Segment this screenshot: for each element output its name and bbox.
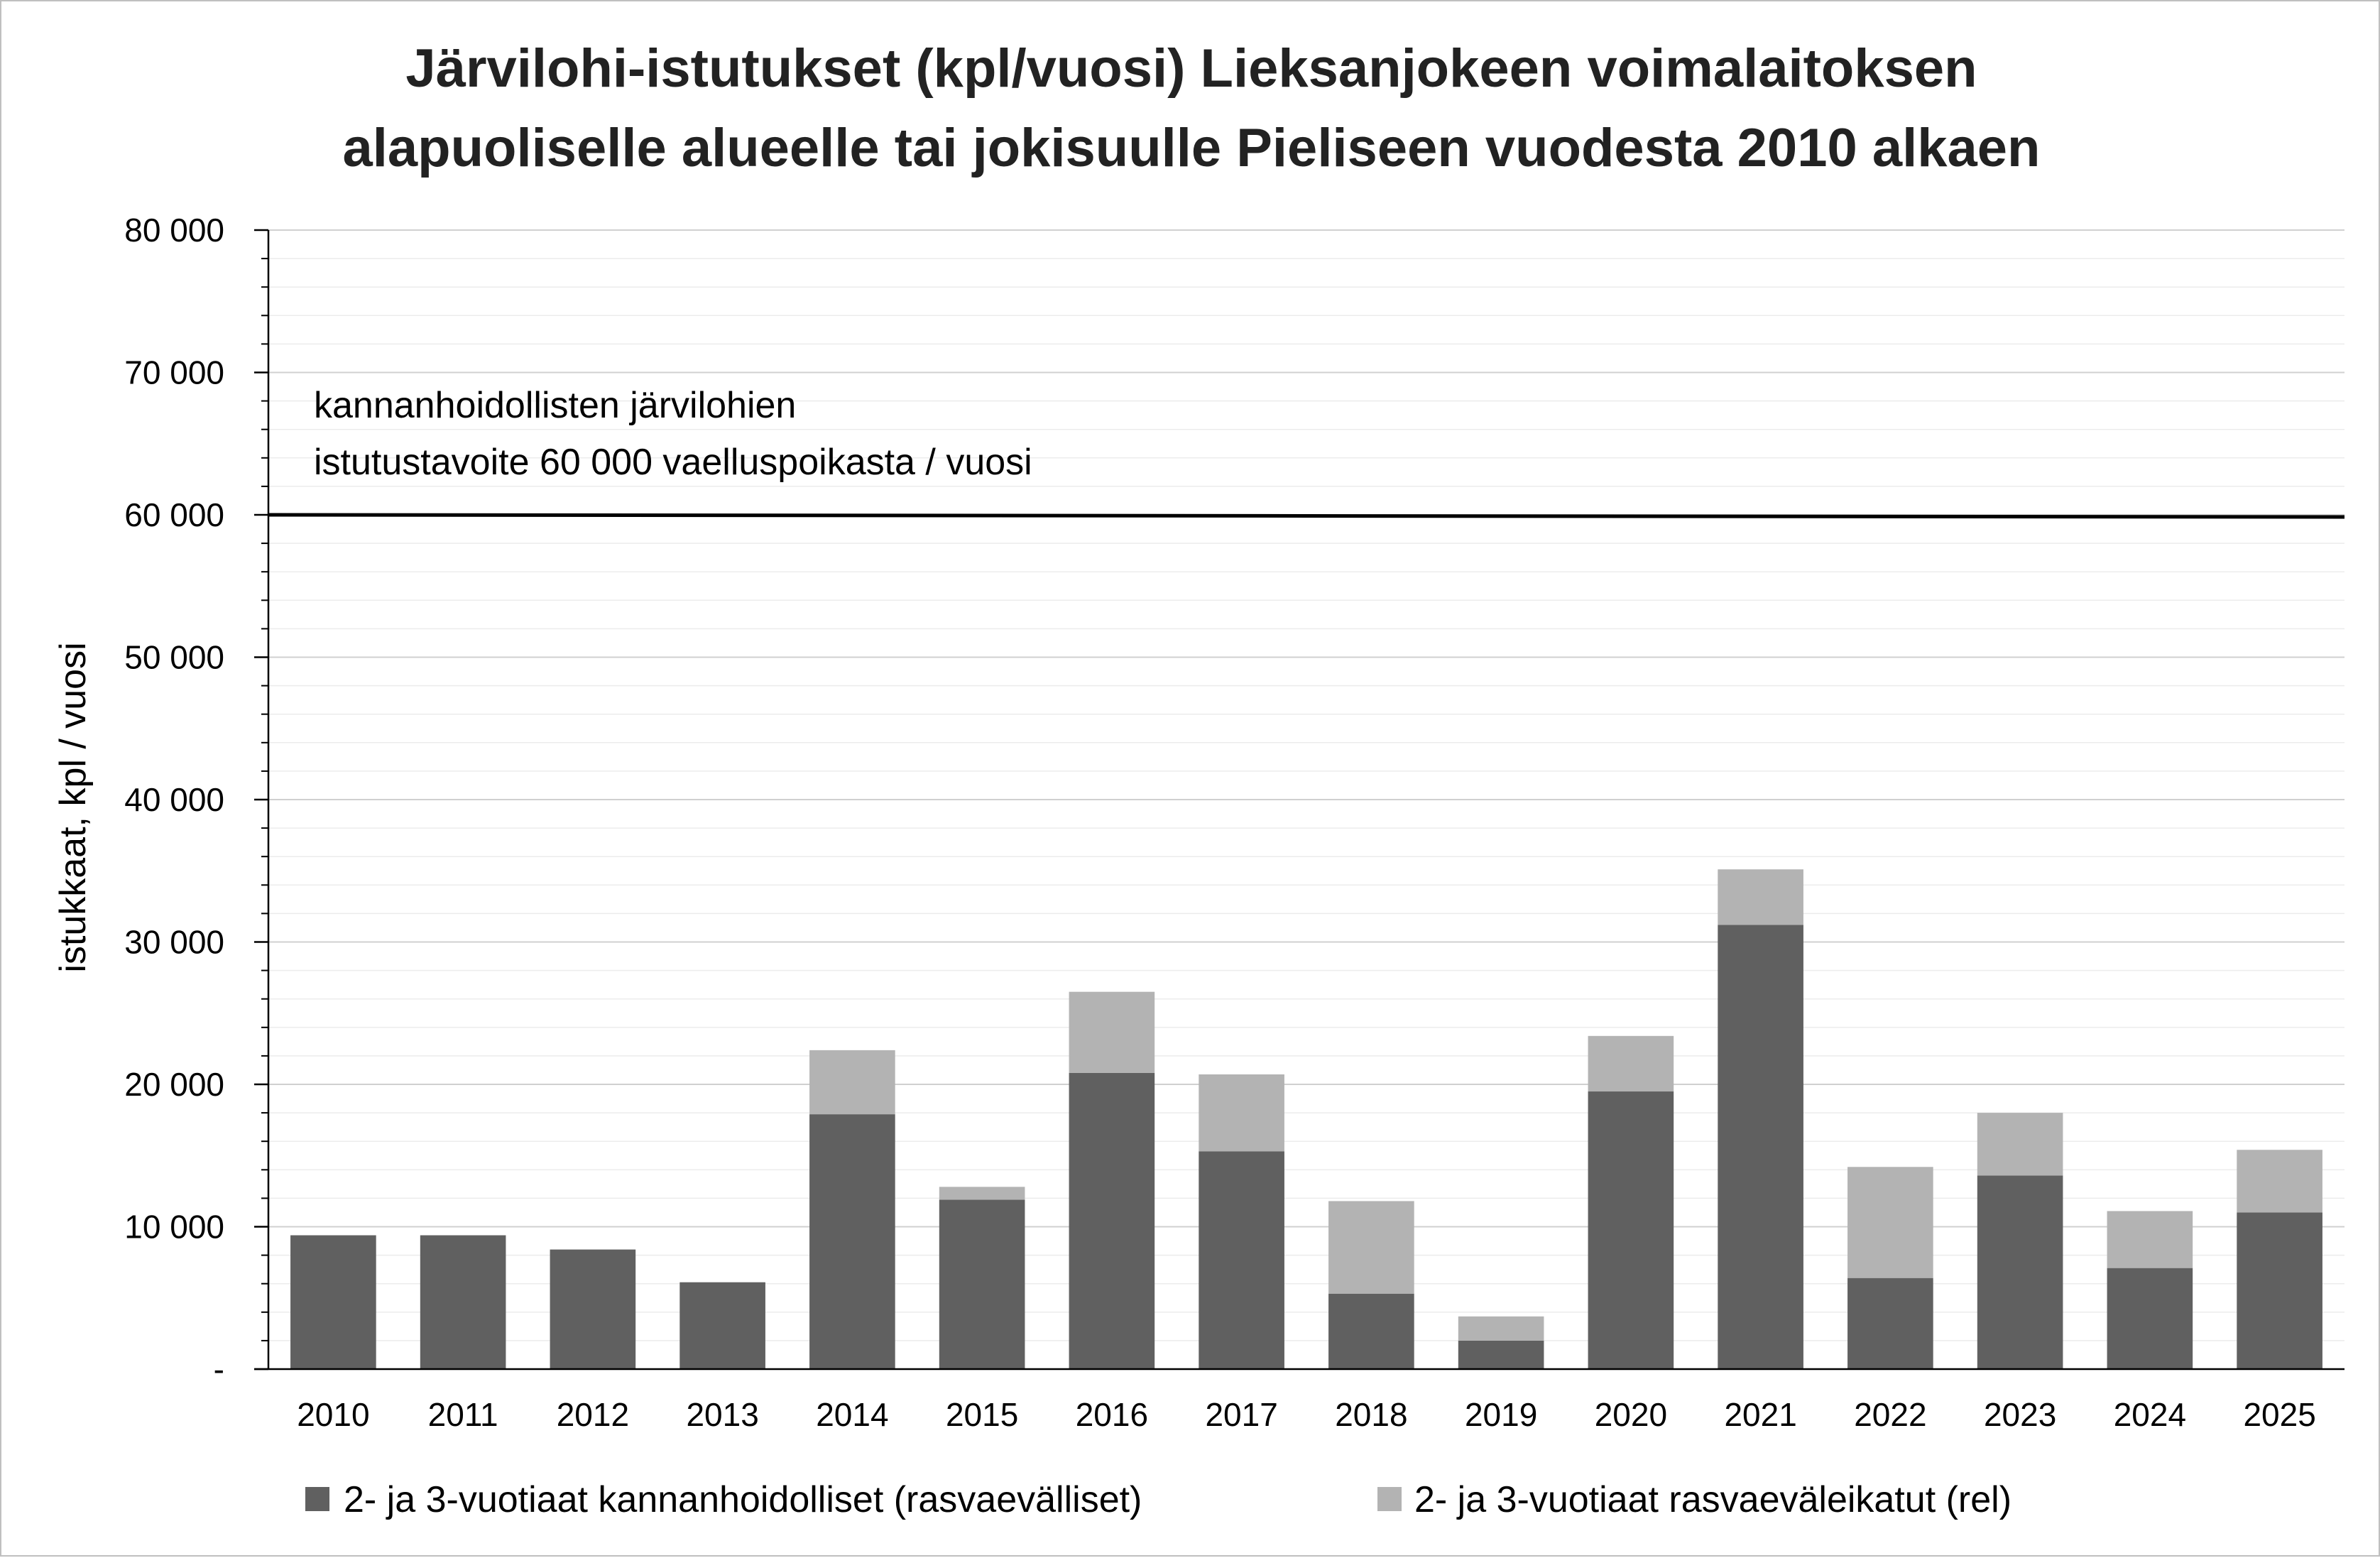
x-tick-label-2025: 2025 <box>2243 1396 2316 1433</box>
y-tick-label-0: - <box>213 1351 224 1388</box>
legend-swatch-rasvaeväleikatut <box>1377 1487 1402 1511</box>
y-axis-title: istukkaat, kpl / vuosi <box>53 642 94 973</box>
legend-label-rasvaeväleikatut: 2- ja 3-vuotiaat rasvaeväleikatut (rel) <box>1414 1479 2012 1520</box>
bar-2017-series-1 <box>1199 1151 1284 1369</box>
x-tick-label-2021: 2021 <box>1724 1396 1797 1433</box>
x-tick-label-2017: 2017 <box>1205 1396 1278 1433</box>
bar-2017-series-2 <box>1199 1074 1284 1151</box>
legend <box>305 1479 2011 1520</box>
x-tick-label-2024: 2024 <box>2113 1396 2187 1433</box>
bar-2010-series-1 <box>290 1236 376 1369</box>
legend-swatch-kannanhoidolliset <box>305 1487 329 1511</box>
x-tick-label-2022: 2022 <box>1854 1396 1927 1433</box>
y-tick-label-60000: 60 000 <box>124 496 224 533</box>
bar-2024-series-2 <box>2107 1211 2193 1268</box>
bar-2011-series-1 <box>420 1236 506 1369</box>
bar-2025-series-1 <box>2237 1212 2322 1369</box>
bar-2014-series-1 <box>809 1114 895 1369</box>
bar-2012-series-1 <box>550 1250 636 1369</box>
x-tick-label-2013: 2013 <box>686 1396 759 1433</box>
bar-2018-series-1 <box>1328 1294 1414 1369</box>
chart <box>1 1 2380 1558</box>
y-tick-label-50000: 50 000 <box>124 638 224 676</box>
reference-line-group <box>268 385 2344 517</box>
y-tick-label-10000: 10 000 <box>124 1208 224 1246</box>
x-tick-label-2018: 2018 <box>1335 1396 1408 1433</box>
bar-2020-series-2 <box>1588 1036 1674 1091</box>
bar-2023-series-2 <box>1977 1113 2063 1175</box>
legend-label-kannanhoidolliset: 2- ja 3-vuotiaat kannanhoidolliset (rasvaevälliset) <box>344 1479 1142 1520</box>
x-tick-label-2011: 2011 <box>427 1396 498 1433</box>
reference-line-label-2: istutustavoite 60 000 vaelluspoikasta / vuosi <box>314 442 1032 483</box>
bar-2018-series-2 <box>1328 1201 1414 1293</box>
x-tick-label-2019: 2019 <box>1464 1396 1538 1433</box>
bar-2022-series-1 <box>1847 1278 1933 1369</box>
y-tick-label-30000: 30 000 <box>124 923 224 961</box>
x-tick-label-2015: 2015 <box>945 1396 1019 1433</box>
bar-2016-series-1 <box>1069 1073 1155 1369</box>
bar-2019-series-2 <box>1458 1317 1544 1341</box>
bar-2021-series-1 <box>1718 925 1803 1369</box>
bar-2020-series-1 <box>1588 1091 1674 1369</box>
bar-2015-series-1 <box>939 1199 1025 1369</box>
y-tick-label-70000: 70 000 <box>124 354 224 391</box>
reference-line-label-1: kannanhoidollisten järvilohien <box>314 385 797 426</box>
y-tick-label-20000: 20 000 <box>124 1066 224 1103</box>
bar-2019-series-1 <box>1458 1341 1544 1369</box>
bar-2014-series-2 <box>809 1050 895 1114</box>
x-tick-label-2020: 2020 <box>1594 1396 1668 1433</box>
bar-2016-series-2 <box>1069 992 1155 1073</box>
bar-2015-series-2 <box>939 1187 1025 1199</box>
bar-2013-series-1 <box>679 1282 765 1369</box>
chart-title-line-2: alapuoliselle alueelle tai jokisuulle Pieliseen vuodesta 2010 alkaen <box>342 118 2041 178</box>
bars <box>290 869 2322 1369</box>
x-tick-label-2014: 2014 <box>816 1396 889 1433</box>
chart-title-line-1: Järvilohi-istutukset (kpl/vuosi) Lieksanjokeen voimalaitoksen <box>405 38 1977 99</box>
chart-title <box>343 38 2041 178</box>
x-tick-label-2016: 2016 <box>1075 1396 1149 1433</box>
x-tick-label-2023: 2023 <box>1983 1396 2057 1433</box>
bar-2025-series-2 <box>2237 1150 2322 1212</box>
bar-2021-series-2 <box>1718 869 1803 925</box>
y-tick-label-80000: 80 000 <box>124 212 224 249</box>
bar-2023-series-1 <box>1977 1175 2063 1369</box>
x-tick-label-2010: 2010 <box>297 1396 370 1433</box>
reference-line-60000 <box>268 515 2344 517</box>
x-tick-label-2012: 2012 <box>556 1396 630 1433</box>
bar-2022-series-2 <box>1847 1167 1933 1278</box>
y-tick-label-40000: 40 000 <box>124 781 224 818</box>
bar-2024-series-1 <box>2107 1268 2193 1369</box>
